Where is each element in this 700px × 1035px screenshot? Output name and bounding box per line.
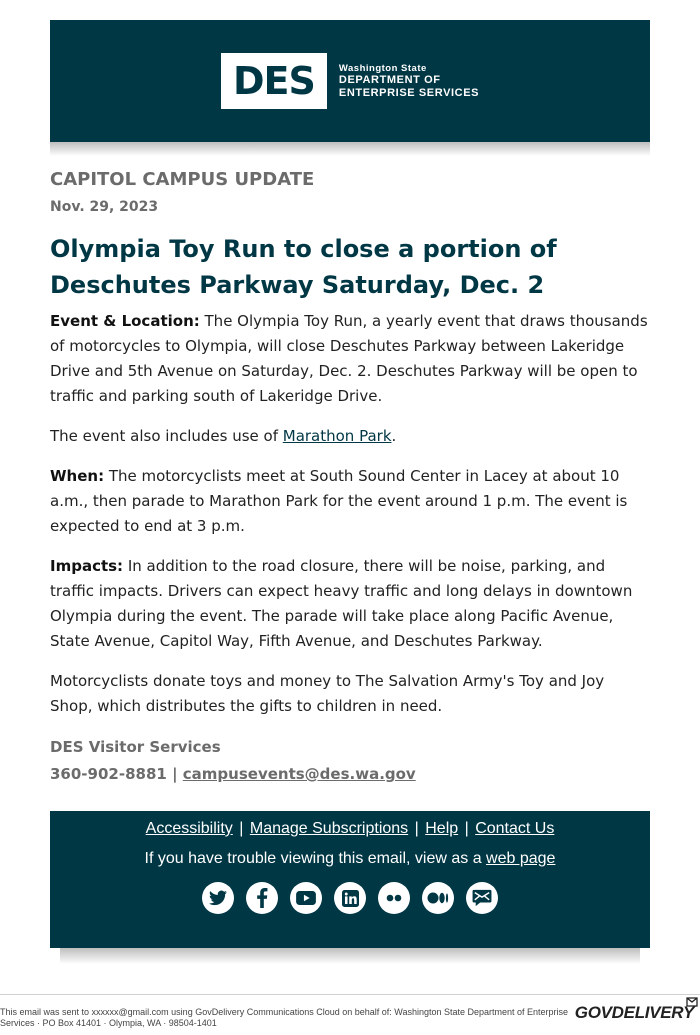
headline <box>50 231 650 303</box>
envelope-icon <box>686 997 698 1007</box>
social-icons <box>50 882 650 914</box>
flickr-icon[interactable] <box>378 882 410 914</box>
phone-number: 360-902-8881 <box>50 765 167 783</box>
when-text: The motorcyclists meet at South Sound Center in Lacey at about 10 a.m., then parade to Marathon Park for the event around 1 p.m. The event is expected to end at 3 p.m. <box>50 467 628 535</box>
email-body <box>50 20 650 964</box>
when-label: When: <box>50 467 105 485</box>
web-page-link[interactable]: web page <box>486 850 556 867</box>
footer-separator: | <box>414 820 419 837</box>
govdelivery-wordmark: GOVDELIVERY <box>574 1003 694 1022</box>
logo-wordmark <box>339 63 479 100</box>
contact-us-link[interactable]: Contact Us <box>475 820 555 837</box>
twitter-icon[interactable] <box>202 882 234 914</box>
footer-separator: | <box>464 820 469 837</box>
youtube-icon[interactable] <box>290 882 322 914</box>
org-line-2: ENTERPRISE SERVICES <box>338 86 480 99</box>
email-link[interactable]: campusevents@des.wa.gov <box>182 765 416 783</box>
event-paragraph <box>50 309 650 409</box>
impacts-label: Impacts: <box>50 557 124 575</box>
marathon-park-link[interactable]: Marathon Park <box>282 427 392 445</box>
des-logo[interactable] <box>221 53 479 109</box>
donate-paragraph: Motorcyclists donate toys and money to The Salvation Army's Toy and Joy Shop, which distributes the gifts to children in need. <box>50 672 605 715</box>
help-link[interactable]: Help <box>425 820 459 837</box>
medium-icon[interactable] <box>422 882 454 914</box>
footer <box>50 811 650 948</box>
contact-line <box>50 765 650 783</box>
impacts-paragraph <box>50 554 650 654</box>
footer-shadow <box>60 948 640 964</box>
org-line-1: DEPARTMENT OF <box>338 73 441 86</box>
impacts-text: In addition to the road closure, there will be noise, parking, and traffic impacts. Drivers can expect heavy traffic and long delays in downtown Olympia during the event. The parade will take place along Pacific Avenue, State Avenue, Capitol Way, Fifth Avenue, and Deschutes Parkway. <box>50 557 633 650</box>
header-shadow <box>50 142 650 156</box>
event-text: The Olympia Toy Run, a yearly event that draws thousands of motorcycles to Olympia, will close Deschutes Parkway between Lakeridge Drive and 5th Avenue on Saturday, Dec. 2. Deschutes Parkway will be open to traffic and parking south of Lakeridge Drive. <box>50 312 648 405</box>
headline-line-1: Olympia Toy Run to close a portion of <box>50 235 557 263</box>
email-signup-icon[interactable] <box>466 882 498 914</box>
logo-mark: DES <box>221 53 327 109</box>
footer-separator: | <box>239 820 244 837</box>
footer-links <box>50 811 650 838</box>
facebook-icon[interactable] <box>246 882 278 914</box>
accessibility-link[interactable]: Accessibility <box>145 820 233 837</box>
visitor-services-title: DES Visitor Services <box>50 738 221 756</box>
linkedin-icon[interactable] <box>334 882 366 914</box>
header-banner <box>50 20 650 142</box>
sent-notice: This email was sent to xxxxxx@gmail.com using GovDelivery Communications Cloud on behalf of: Washington State Department of Enterprise Services · PO Box 41401 · Olympia, WA · 98504-1401 <box>0 1007 569 1028</box>
when-paragraph <box>50 464 650 539</box>
also-end: . <box>391 427 397 445</box>
org-state: Washington State <box>338 62 427 74</box>
delivery-footer <box>0 994 700 1035</box>
contact-divider: | <box>172 765 178 783</box>
trouble-viewing <box>50 850 650 868</box>
trouble-text: If you have trouble viewing this email, view as a <box>144 850 487 867</box>
publish-date: Nov. 29, 2023 <box>50 199 159 215</box>
manage-subscriptions-link[interactable]: Manage Subscriptions <box>249 820 409 837</box>
event-label: Event & Location: <box>50 312 200 330</box>
headline-line-2: Deschutes Parkway Saturday, Dec. 2 <box>50 271 545 299</box>
section-eyebrow: CAPITOL CAMPUS UPDATE <box>50 169 315 190</box>
also-text: The event also includes use of <box>50 427 283 445</box>
govdelivery-logo[interactable] <box>575 1003 694 1023</box>
also-paragraph <box>50 424 650 449</box>
